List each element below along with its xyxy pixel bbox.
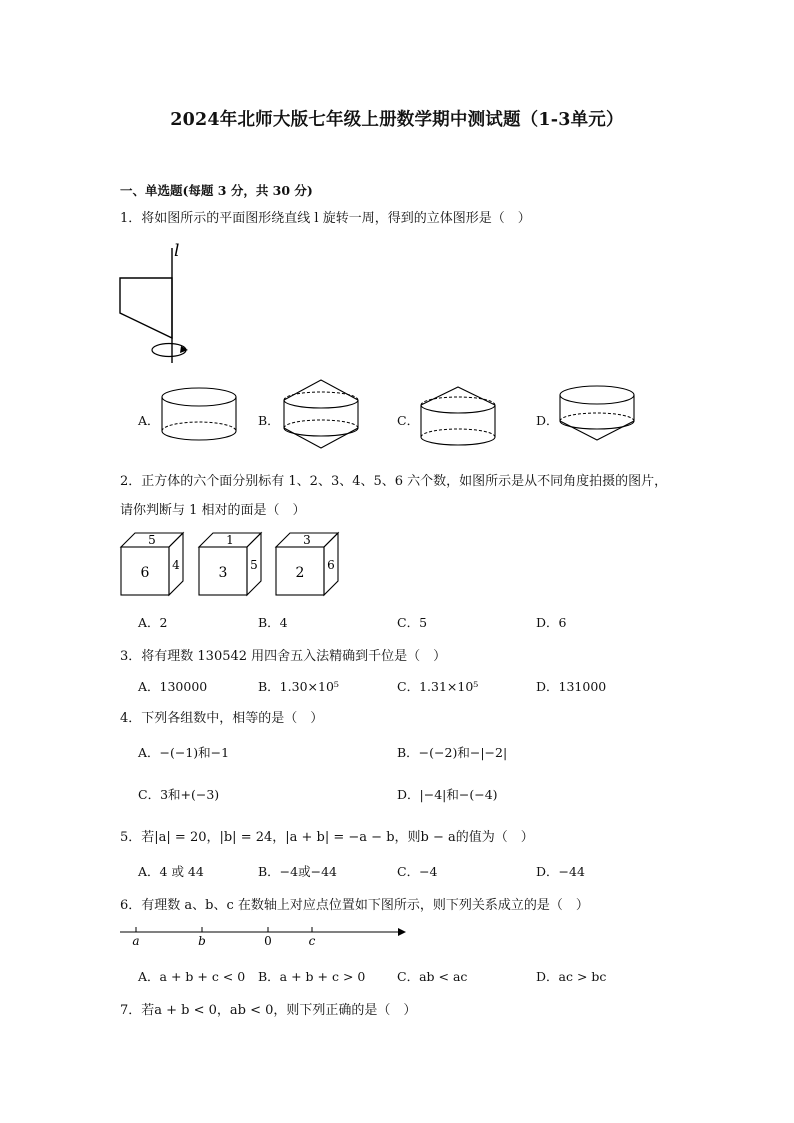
q1-option-a-cylinder [158, 385, 243, 445]
question-5-stem: 5．若|a| = 20，|b| = 24，|a + b| = −a − b，则b − a的值为（ ） [120, 830, 534, 845]
axis-label-zero: 0 [264, 934, 272, 948]
q1-option-c-label[interactable]: C． [397, 413, 420, 428]
question-1-stem: 1．将如图所示的平面图形绕直线 l 旋转一周，得到的立体图形是（ ） [120, 211, 531, 226]
q5-option-d[interactable]: D．−44 [536, 864, 585, 879]
q6-option-d[interactable]: D．ac > bc [536, 969, 607, 984]
axis-l-label: l [174, 241, 180, 261]
question-2-stem-line2: 请你判断与 1 相对的面是（ ） [120, 503, 306, 518]
q4-option-a[interactable]: A．−(−1)和−1 [138, 745, 230, 760]
q4-option-c[interactable]: C．3和+(−3) [138, 787, 220, 802]
q3-option-a[interactable]: A．130000 [138, 679, 208, 694]
cube-1-front: 6 [140, 565, 150, 581]
axis-label-b: b [198, 934, 206, 948]
q6-option-a[interactable]: A．a + b + c < 0 [138, 969, 246, 984]
q5-option-c[interactable]: C．−4 [397, 864, 438, 879]
q1-option-c-cone-on-cylinder [417, 385, 502, 450]
cube-2-top: 1 [226, 533, 234, 547]
q3-option-c[interactable]: C．1.31×10⁵ [397, 679, 479, 694]
section-heading: 一、单选题(每题 3 分，共 30 分) [120, 183, 313, 198]
q2-option-d[interactable]: D．6 [536, 615, 567, 630]
q1-option-b-label[interactable]: B． [258, 413, 280, 428]
question-7-stem: 7．若a + b < 0，ab < 0，则下列正确的是（ ） [120, 1003, 417, 1018]
cube-2-front: 3 [218, 565, 228, 581]
q1-plane-figure [110, 238, 210, 368]
q6-number-line [118, 922, 408, 952]
q2-cube-3 [274, 531, 344, 601]
q2-option-c[interactable]: C．5 [397, 615, 428, 630]
q6-option-c[interactable]: C．ab < ac [397, 969, 468, 984]
axis-label-c: c [308, 934, 316, 948]
axis-label-a: a [132, 934, 140, 948]
cube-2-side: 5 [250, 558, 258, 572]
q1-option-b-cylinder-two-cones [280, 378, 365, 453]
q6-option-b[interactable]: B．a + b + c > 0 [258, 969, 366, 984]
q4-option-b[interactable]: B．−(−2)和−|−2| [397, 745, 508, 760]
q1-option-a-label[interactable]: A． [138, 413, 160, 428]
q3-option-d[interactable]: D．131000 [536, 679, 607, 694]
q5-option-a[interactable]: A．4 或 44 [138, 864, 204, 879]
q2-option-b[interactable]: B．4 [258, 615, 288, 630]
q2-cube-1 [119, 531, 189, 601]
cube-1-top: 5 [148, 533, 156, 547]
cube-1-side: 4 [172, 558, 180, 572]
question-3-stem: 3．将有理数 130542 用四舍五入法精确到千位是（ ） [120, 649, 447, 664]
q1-option-d-cylinder-cone-below [556, 383, 641, 448]
question-2-stem-line1: 2．正方体的六个面分别标有 1、2、3、4、5、6 六个数，如图所示是从不同角度拍摄的图片， [120, 474, 668, 489]
q5-option-b[interactable]: B．−4或−44 [258, 864, 337, 879]
question-4-stem: 4．下列各组数中，相等的是（ ） [120, 711, 324, 726]
page-title: 2024年北师大版七年级上册数学期中测试题（1-3单元） [170, 110, 624, 130]
cube-3-side: 6 [327, 558, 335, 572]
cube-3-front: 2 [295, 565, 305, 581]
question-6-stem: 6．有理数 a、b、c 在数轴上对应点位置如下图所示，则下列关系成立的是（ ） [120, 898, 589, 913]
q3-option-b[interactable]: B．1.30×10⁵ [258, 679, 339, 694]
q2-option-a[interactable]: A．2 [138, 615, 168, 630]
q1-option-d-label[interactable]: D． [536, 413, 559, 428]
cube-3-top: 3 [303, 533, 311, 547]
q2-cube-2 [197, 531, 267, 601]
q4-option-d[interactable]: D．|−4|和−(−4) [397, 787, 498, 802]
